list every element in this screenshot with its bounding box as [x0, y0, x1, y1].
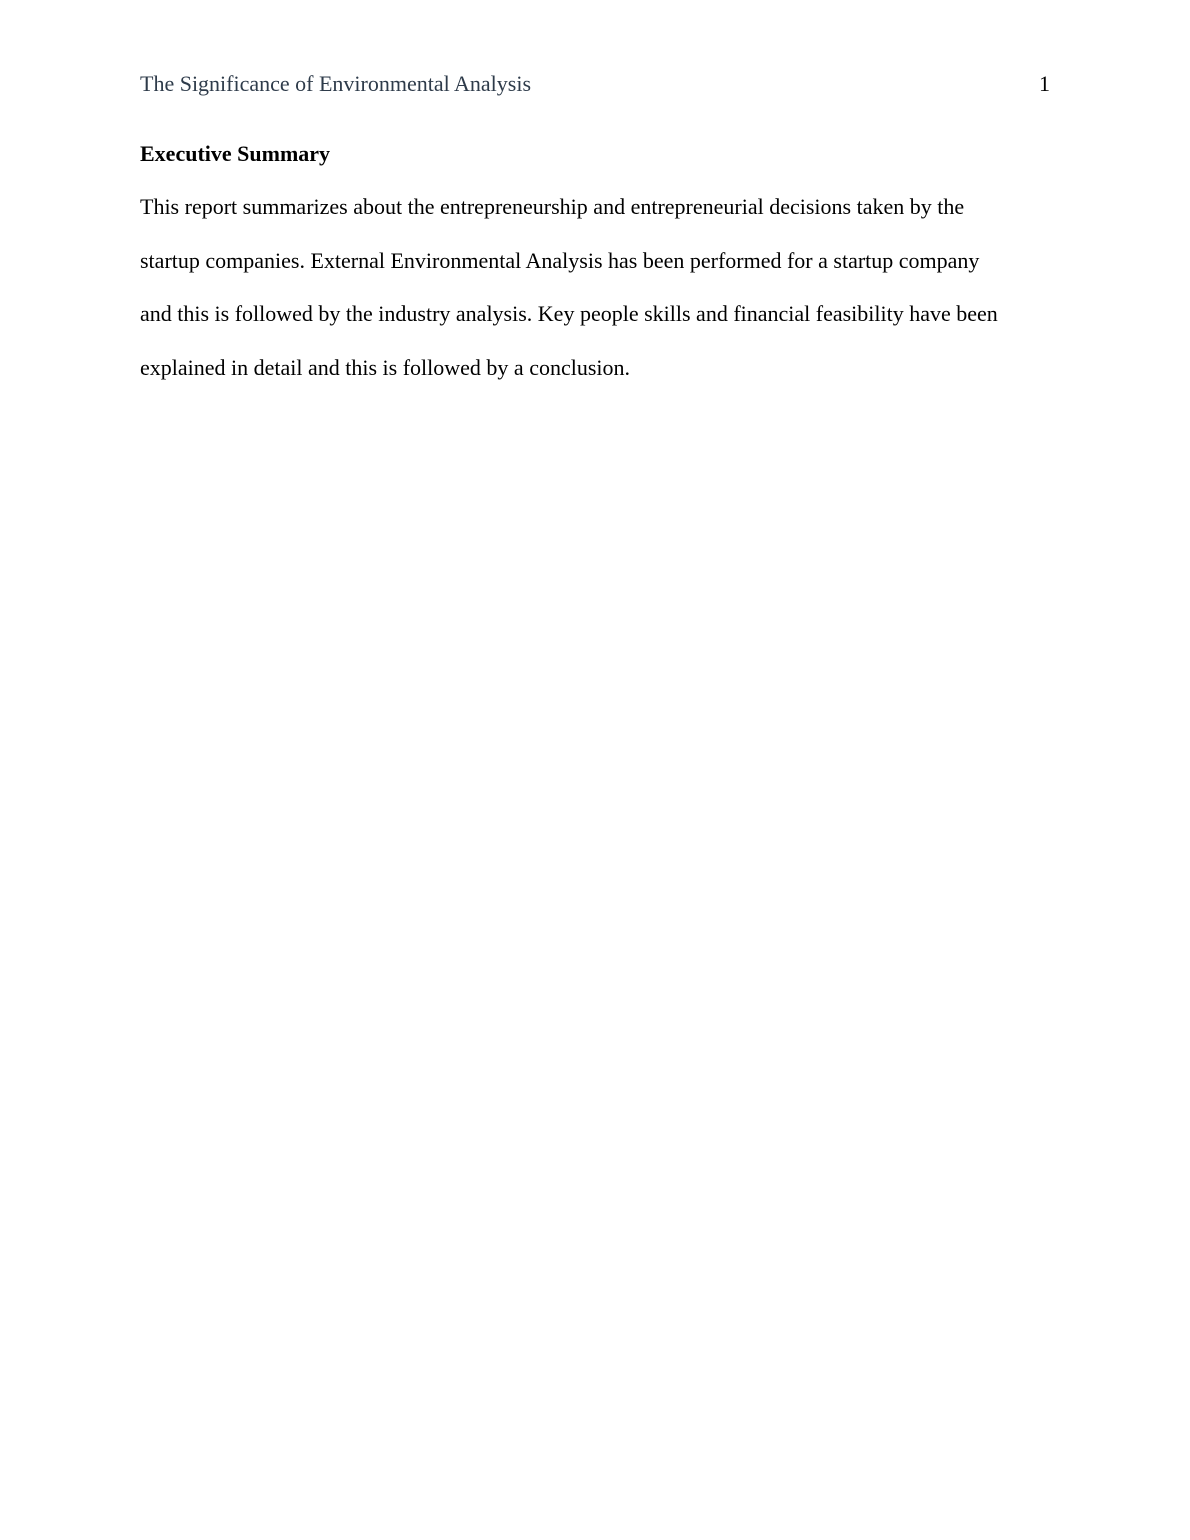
body-paragraph [140, 180, 1052, 394]
page-number: 1 [1039, 71, 1050, 96]
running-head: The Significance of Environmental Analysis [140, 71, 532, 96]
paragraph-line: explained in detail and this is followed by a conclusion. [140, 354, 631, 380]
paragraph-line: This report summarizes about the entrepreneurship and entrepreneurial decisions taken by the [140, 194, 965, 219]
section-heading: Executive Summary [140, 141, 331, 166]
paragraph-line: and this is followed by the industry analysis. Key people skills and financial feasibility have been [140, 301, 998, 327]
paragraph-line: startup companies. External Environmental Analysis has been performed for a startup company [140, 247, 980, 273]
